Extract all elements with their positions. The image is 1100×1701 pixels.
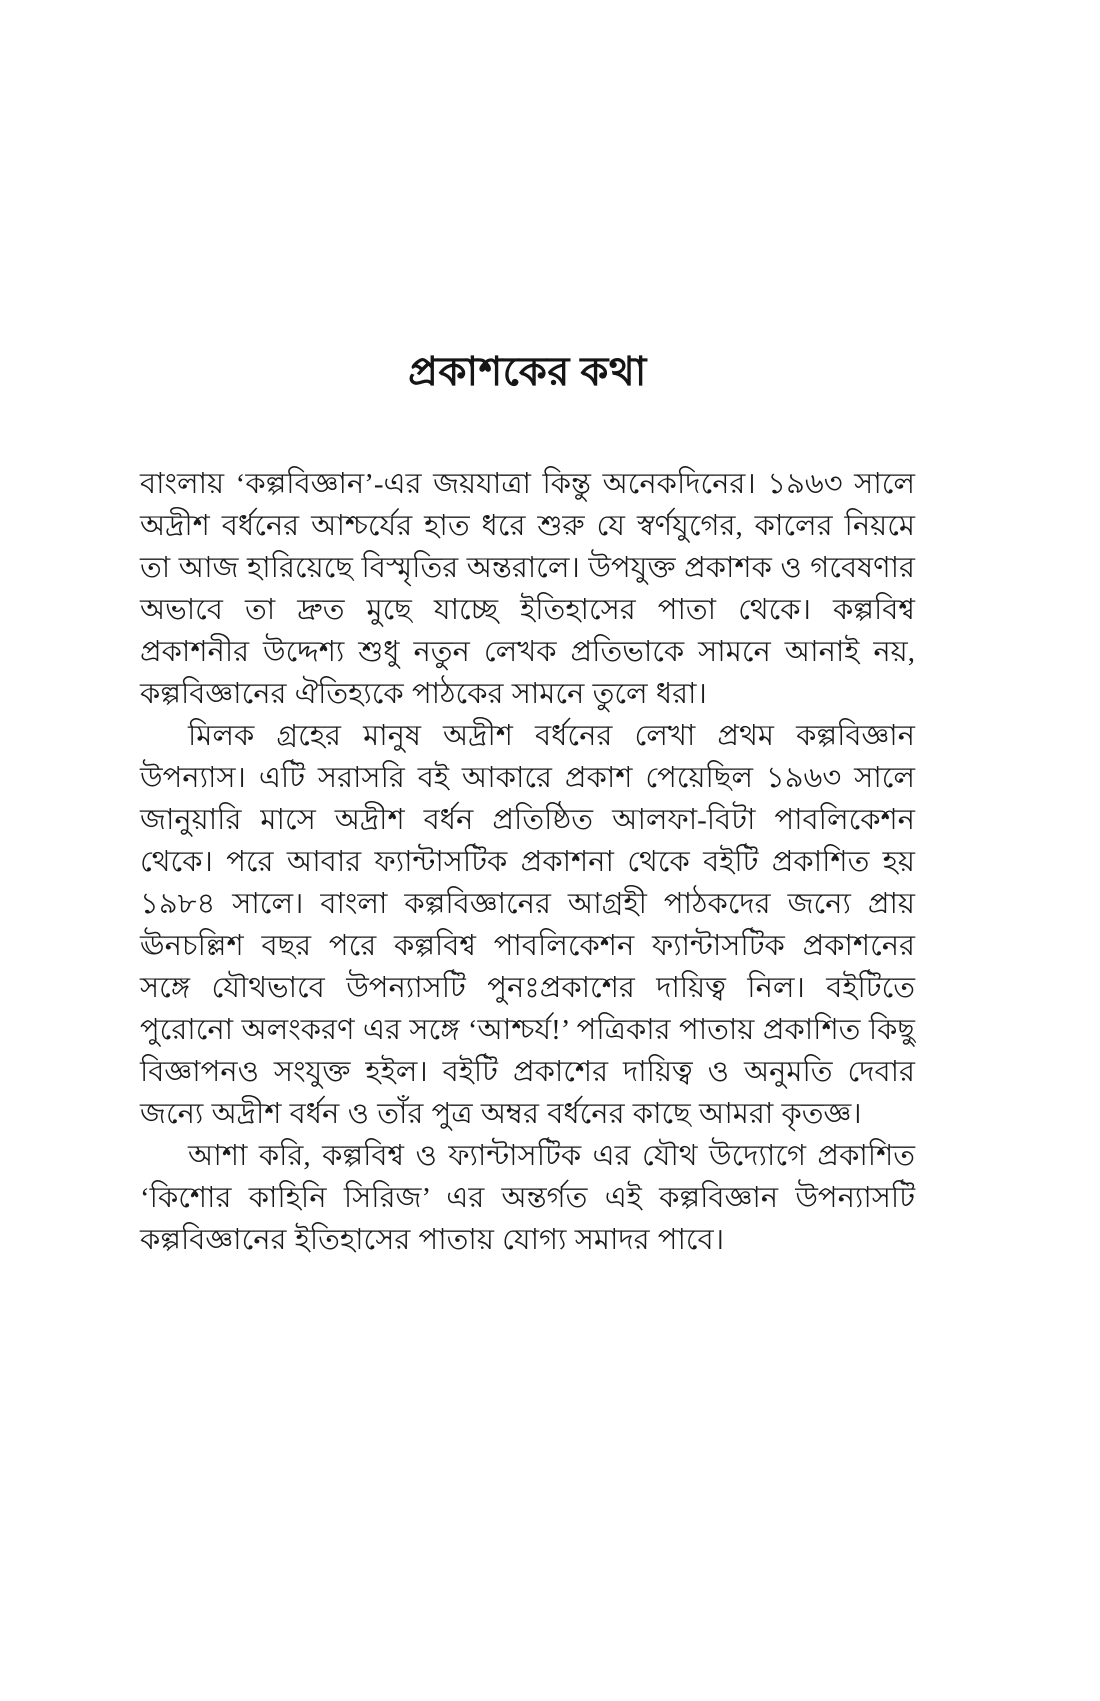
page-title: প্রকাশকের কথা [408, 349, 647, 394]
publisher-note [140, 340, 915, 1261]
publisher-note-body [140, 463, 915, 1261]
paragraph-1: বাংলায় ‘কল্পবিজ্ঞান’-এর জয়যাত্রা কিন্তু অনেকদিনের। ১৯৬৩ সালে অদ্রীশ বর্ধনের আশ্চর্যের হাত ধরে শুরু যে স্বর্ণযুগের, কালের নিয়মে তা আজ হারিয়েছে বিস্মৃতির অন্তরালে। উপযুক্ত প্রকাশক ও গবেষণার অভাবে তা দ্রুত মুছে যাচ্ছে ইতিহাসের পাতা থেকে। কল্পবিশ্ব প্রকাশনীর উদ্দেশ্য শুধু নতুন লেখক প্রতিভাকে সামনে আনাই নয়, কল্পবিজ্ঞানের ঐতিহ্যকে পাঠকের সামনে তুলে ধরা। [140, 468, 915, 710]
paragraph-3: আশা করি, কল্পবিশ্ব ও ফ্যান্টাসটিক এর যৌথ উদ্যোগে প্রকাশিত ‘কিশোর কাহিনি সিরিজ’ এর অন্তর্গত এই কল্পবিজ্ঞান উপন্যাসটি কল্পবিজ্ঞানের ইতিহাসের পাতায় যোগ্য সমাদর পাবে। [140, 1140, 915, 1256]
paragraph-2: মিলক গ্রহের মানুষ অদ্রীশ বর্ধনের লেখা প্রথম কল্পবিজ্ঞান উপন্যাস। এটি সরাসরি বই আকারে প্রকাশ পেয়েছিল ১৯৬৩ সালে জানুয়ারি মাসে অদ্রীশ বর্ধন প্রতিষ্ঠিত আলফা-বিটা পাবলিকেশন থেকে। পরে আবার ফ্যান্টাসটিক প্রকাশনা থেকে বইটি প্রকাশিত হয় ১৯৮৪ সালে। বাংলা কল্পবিজ্ঞানের আগ্রহী পাঠকদের জন্যে প্রায় ঊনচল্লিশ বছর পরে কল্পবিশ্ব পাবলিকেশন ফ্যান্টাসটিক প্রকাশনের সঙ্গে যৌথভাবে উপন্যাসটি পুনঃপ্রকাশের দায়িত্ব নিল। বইটিতে পুরোনো অলংকরণ এর সঙ্গে ‘আশ্চর্য!’ পত্রিকার পাতায় প্রকাশিত কিছু বিজ্ঞাপনও সংযুক্ত হইল। বইটি প্রকাশের দায়িত্ব ও অনুমতি দেবার জন্যে অদ্রীশ বর্ধন ও তাঁর পুত্র অম্বর বর্ধনের কাছে আমরা কৃতজ্ঞ। [140, 720, 915, 1130]
